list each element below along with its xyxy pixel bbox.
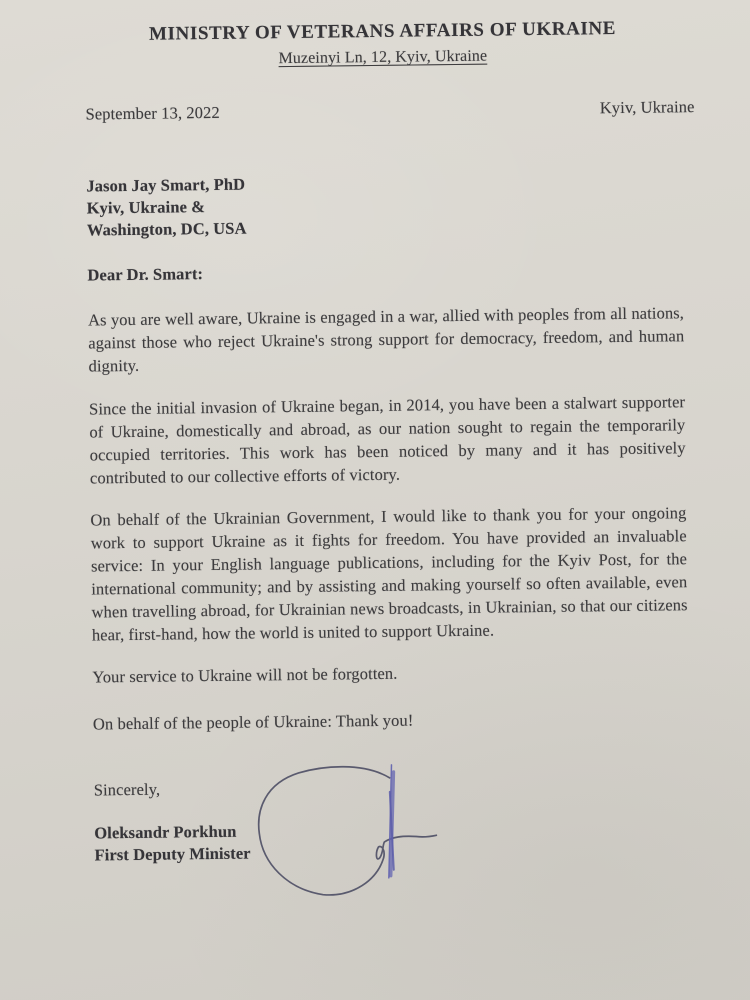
recipient-line: Kyiv, Ukraine & [86, 197, 206, 218]
valediction-text: Sincerely, [93, 779, 161, 800]
signer-title: First Deputy Minister [94, 843, 251, 865]
body-paragraph: Since the initial invasion of Ukraine began, in 2014, you have been a stalwart supporter of Ukraine, domestically and abroad, as our nation sought to regain the temporarily occupied territories. This work has been noticed by many and it has positively contributed to our collective efforts of victory. [88, 392, 686, 488]
ministry-address: Muzeinyi Ln, 12, Kyiv, Ukraine [278, 47, 488, 68]
body-paragraph: On behalf of the people of Ukraine: Thank you! [92, 710, 414, 734]
body-paragraph: As you are well aware, Ukraine is engaged in a war, allied with peoples from all nations, against those who reject Ukraine's strong support for democracy, freedom, and human dignity. [87, 303, 685, 376]
body-paragraph: Your service to Ukraine will not be forgotten. [92, 663, 398, 687]
recipient-line: Washington, DC, USA [86, 218, 247, 240]
salutation-text: Dear Dr. Smart: [87, 264, 204, 285]
recipient-block [86, 168, 683, 241]
body-paragraph: On behalf of the Ukrainian Government, I would like to thank you for your ongoing work to support Ukraine as it fights for freedom. You have provided an invaluable service: In your English language publications, including for the Kyiv Post, for the international community; and by assisting and making yourself so often available, even when travelling abroad, for Ukrainian news broadcasts, in Ukrainian, so that our citizens hear, first-hand, how the world is united to support Ukraine. [90, 503, 688, 645]
date-text: September 13, 2022 [85, 102, 220, 124]
recipient-line: Jason Jay Smart, PhD [86, 174, 246, 196]
place-text: Kyiv, Ukraine [599, 97, 695, 118]
dateline [85, 95, 695, 125]
ministry-title: MINISTRY OF VETERANS AFFAIRS OF UKRAINE [148, 18, 617, 45]
signer-name: Oleksandr Porkhun [94, 821, 237, 843]
closing-block [94, 771, 691, 866]
